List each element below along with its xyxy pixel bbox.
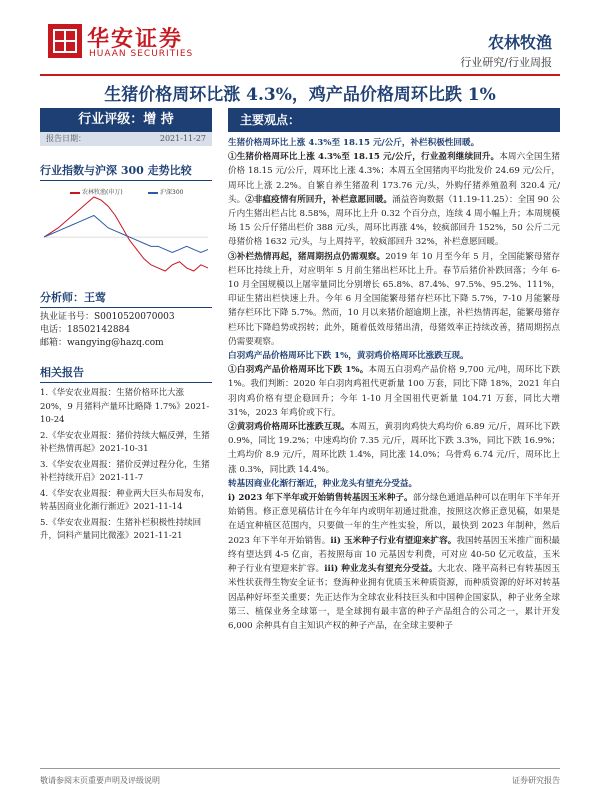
paragraph-hog-price <box>228 150 560 249</box>
main-content <box>228 108 560 633</box>
footer-divider <box>40 768 560 769</box>
analyst-phone-row <box>40 324 212 337</box>
text-hog-price: 本周六全国生猪价格 18.15 元/公斤，周环比上涨 4.3%；本周五全国猪肉平均批发价 24.69 元/公斤，周环比上涨 2.2%。自繁自养生猪盈利 173.76 元/头，外购仔猪养殖盈利 320.4 元/头。 <box>228 152 560 205</box>
point-gmo-sales: i) 2023 年下半年或开始销售转基因玉米种子。 <box>228 493 413 504</box>
header-divider <box>40 74 560 76</box>
point-yellow-chicken: ②黄羽鸡价格周环比涨跌互现。 <box>228 422 350 433</box>
legend-label-hs300: 沪深300 <box>160 189 184 196</box>
analyst-name: 分析师：王莺 <box>40 291 106 304</box>
report-date-row <box>40 132 212 146</box>
section-heading-hog: 生猪价格周环比上涨 4.3%至 18.15 元/公斤，补栏积极性回暖。 <box>228 138 480 148</box>
report-date-label: 报告日期： <box>46 134 86 143</box>
text-gmo-sales: 部分绿色通道品种可以在明年下半年开始销售。修正意见稿估计在今年年内或明年初通过批准，按照这次修正意见稿，如果是在适宜种植区范围内，只要做一年的生产性实验，所以，最快到 2023 年制种，然后 2023 年下半年开始销售。 <box>228 493 560 546</box>
analyst-info <box>40 311 212 350</box>
text-hog-cycle: 2019 年 10 月至今年 5 月，全国能繁母猪存栏环比持续上升，对应明年 5 月前生猪出栏环比上升。春节后猪价补跌回落；今年 6-10 月全国规模以上屠宰量同比分别增长 65.8%、87.4%、97.5%、95.2%、111%，印证生猪出栏快速上升。今年 6 月全国能繁母猪存栏环比下降 5.7%，7-10 月能繁母猪存栏环比下降 5.7%。然而，10 月以来猪价超逾期上涨，补栏热情再起，能繁母猪存栏环比下降趋势或拐转；此外，随着低效母猪出清，母猪效率正持续改善，猪周期拐点仍需要观察。 <box>228 251 560 347</box>
point-corn-seed: ii) 玉米种子行业有望迎来扩容。 <box>330 535 457 546</box>
report-date: 2021-11-27 <box>159 134 206 143</box>
index-comparison-chart <box>40 183 212 279</box>
paragraph-gmo <box>228 491 560 633</box>
email-address[interactable]: wangying@hazq.com <box>67 338 164 348</box>
text-white-chicken: 本周五白羽鸡产品价格 9,700 元/吨，周环比下跌 1%。我们判断：2020 年白羽肉鸡祖代更新量 100 万套，同比下降 18%，2021 年白羽肉鸡价格有望企稳回升；今年 1-10 月全国祖代更新量 104.71 万套，同比大增 31%，2023 年鸡价或下行。 <box>228 365 560 418</box>
key-points-header: 主要观点： <box>228 108 560 132</box>
paragraph-yellow-chicken <box>228 420 560 477</box>
chart-title: 行业指数与沪深 300 走势比较 <box>40 162 212 181</box>
logo-chinese-name: 华安证券 <box>87 26 184 52</box>
related-reports-list <box>40 387 212 544</box>
related-report-item[interactable]: 4.《华安农业周报：种业两大巨头布局发布，转基因商业化渐行渐近》2021-11-14 <box>40 488 210 512</box>
point-asf: ②非瘟疫情有所回升，补栏意愿回暖。 <box>245 194 393 205</box>
point-seed-leaders: iii) 种业龙头有望充分受益。 <box>324 564 438 575</box>
analyst-divider <box>40 307 212 308</box>
industry-rating: 行业评级：增 持 <box>40 108 212 132</box>
text-seed-leaders: 大北农、隆平高科已有转基因玉米性状获得生物安全证书；登海种业拥有优质玉米种质资源，而种质资源的好坏对转基因品种好坏至关重要；先正达作为全球农业科技巨头和中国种企国家队，种子业务全球第三、植保业务全球第一，是全球拥有最丰富的种子产品组合的公司之一，累计开发 6,000 余种具有自主知识产权的种子产品，在全球主要种子 <box>228 564 560 631</box>
related-report-item[interactable]: 5.《华安农业周报：生猪补栏积极性持续回升，饲料产量同比微涨》2021-11-21 <box>40 517 202 541</box>
footer-disclaimer[interactable]: 敬请参阅末页重要声明及评级说明 <box>40 776 160 785</box>
point-hog-price: ①生猪价格周环比上涨 4.3%至 18.15 元/公斤，行业盈利继续回升。 <box>228 152 500 163</box>
related-report-item[interactable]: 1.《华安农业周报：生猪价格环比大涨 20%，9 月猪料产量环比略降 1.7%》2021-10-24 <box>40 388 210 425</box>
phone-number: 18502142884 <box>67 325 131 335</box>
legend-item-sector <box>70 187 123 196</box>
cert-number: S0010520070003 <box>94 312 175 322</box>
report-type: 行业研究/行业周报 <box>460 56 552 69</box>
cert-label: 执业证书号： <box>40 312 95 322</box>
section-heading-gmo: 转基因商业化渐行渐近，种业龙头有望充分受益。 <box>228 478 418 489</box>
related-report-item[interactable]: 2.《华安农业周报：猪价持续大幅反弹，生猪补栏热情再起》2021-10-31 <box>40 430 210 454</box>
legend-swatch-hs300 <box>148 192 158 194</box>
legend-swatch-sector <box>70 192 80 194</box>
phone-label: 电话： <box>40 325 68 335</box>
text-asf: 涌益咨询数据（11.19-11.25）：全国 90 公斤内生猪出栏占比 8.58%，周环比上升 0.32 个百分点，连续 4 周小幅上升；本周规模场 15 公斤仔猪出栏价 388 元/头，周环比再涨 4%，较疯部回升 152%，50 公斤二元母猪价格 1632 元/头，与上周持平，较疯部回升 32%，补栏意愿回暖。 <box>228 194 560 248</box>
chart-svg <box>40 183 212 279</box>
paragraph-hog-cycle <box>228 250 560 349</box>
analyst-email-row <box>40 337 212 350</box>
paragraph-white-chicken <box>228 363 560 420</box>
analyst-cert-row <box>40 311 212 324</box>
legend-label-sector: 农林牧渔(申万) <box>82 189 123 196</box>
text-yellow-chicken: 本周五，黄羽肉鸡快大鸡均价 6.89 元/斤，周环比下跌 0.9%，同比 19.2%；中速鸡均价 7.35 元/斤，周环比下跌 3.3%，同比下跌 16.9%；土鸡均价 8.9 元/斤，周环比跌 1.4%，同比涨 14.0%；乌骨鸡 6.74 元/斤，周环比上涨 0.3%，同比跌 14.4%。 <box>228 422 560 475</box>
point-hog-cycle: ③补栏热情再起，猪周期拐点仍需观察。 <box>228 251 386 262</box>
legend-item-hs300 <box>148 187 183 196</box>
section-heading-chicken: 白羽鸡产品价格周环比下跌 1%，黄羽鸡价格周环比涨跌互现。 <box>228 351 469 362</box>
report-header <box>0 0 600 78</box>
series-line-sector <box>44 197 208 271</box>
email-label: 邮箱： <box>40 338 68 348</box>
related-reports-title: 相关报告 <box>40 364 212 383</box>
footer-report-label: 证券研究报告 <box>512 776 560 785</box>
report-title: 生猪价格周环比涨 4.3%，鸡产品价格周环比跌 1% <box>104 85 496 105</box>
industry-name: 农林牧渔 <box>487 33 552 52</box>
left-sidebar <box>40 108 212 546</box>
text-corn-seed: 我国转基因玉米推广面积最终有望达到 4-5 亿亩，若按照每亩 10 元基因专利费，可对应 40-50 亿元收益，玉米种子行业有望迎来扩容。 <box>228 535 560 575</box>
logo-english-name: HUAAN SECURITIES <box>89 49 194 59</box>
huaan-logo-icon <box>48 24 82 58</box>
point-white-chicken: ①白羽鸡产品价格周环比下跌 1%。 <box>228 365 369 376</box>
related-report-item[interactable]: 3.《华安农业周报：猪价反弹过程分化，生猪补栏持续开启》2021-11-7 <box>40 459 210 483</box>
